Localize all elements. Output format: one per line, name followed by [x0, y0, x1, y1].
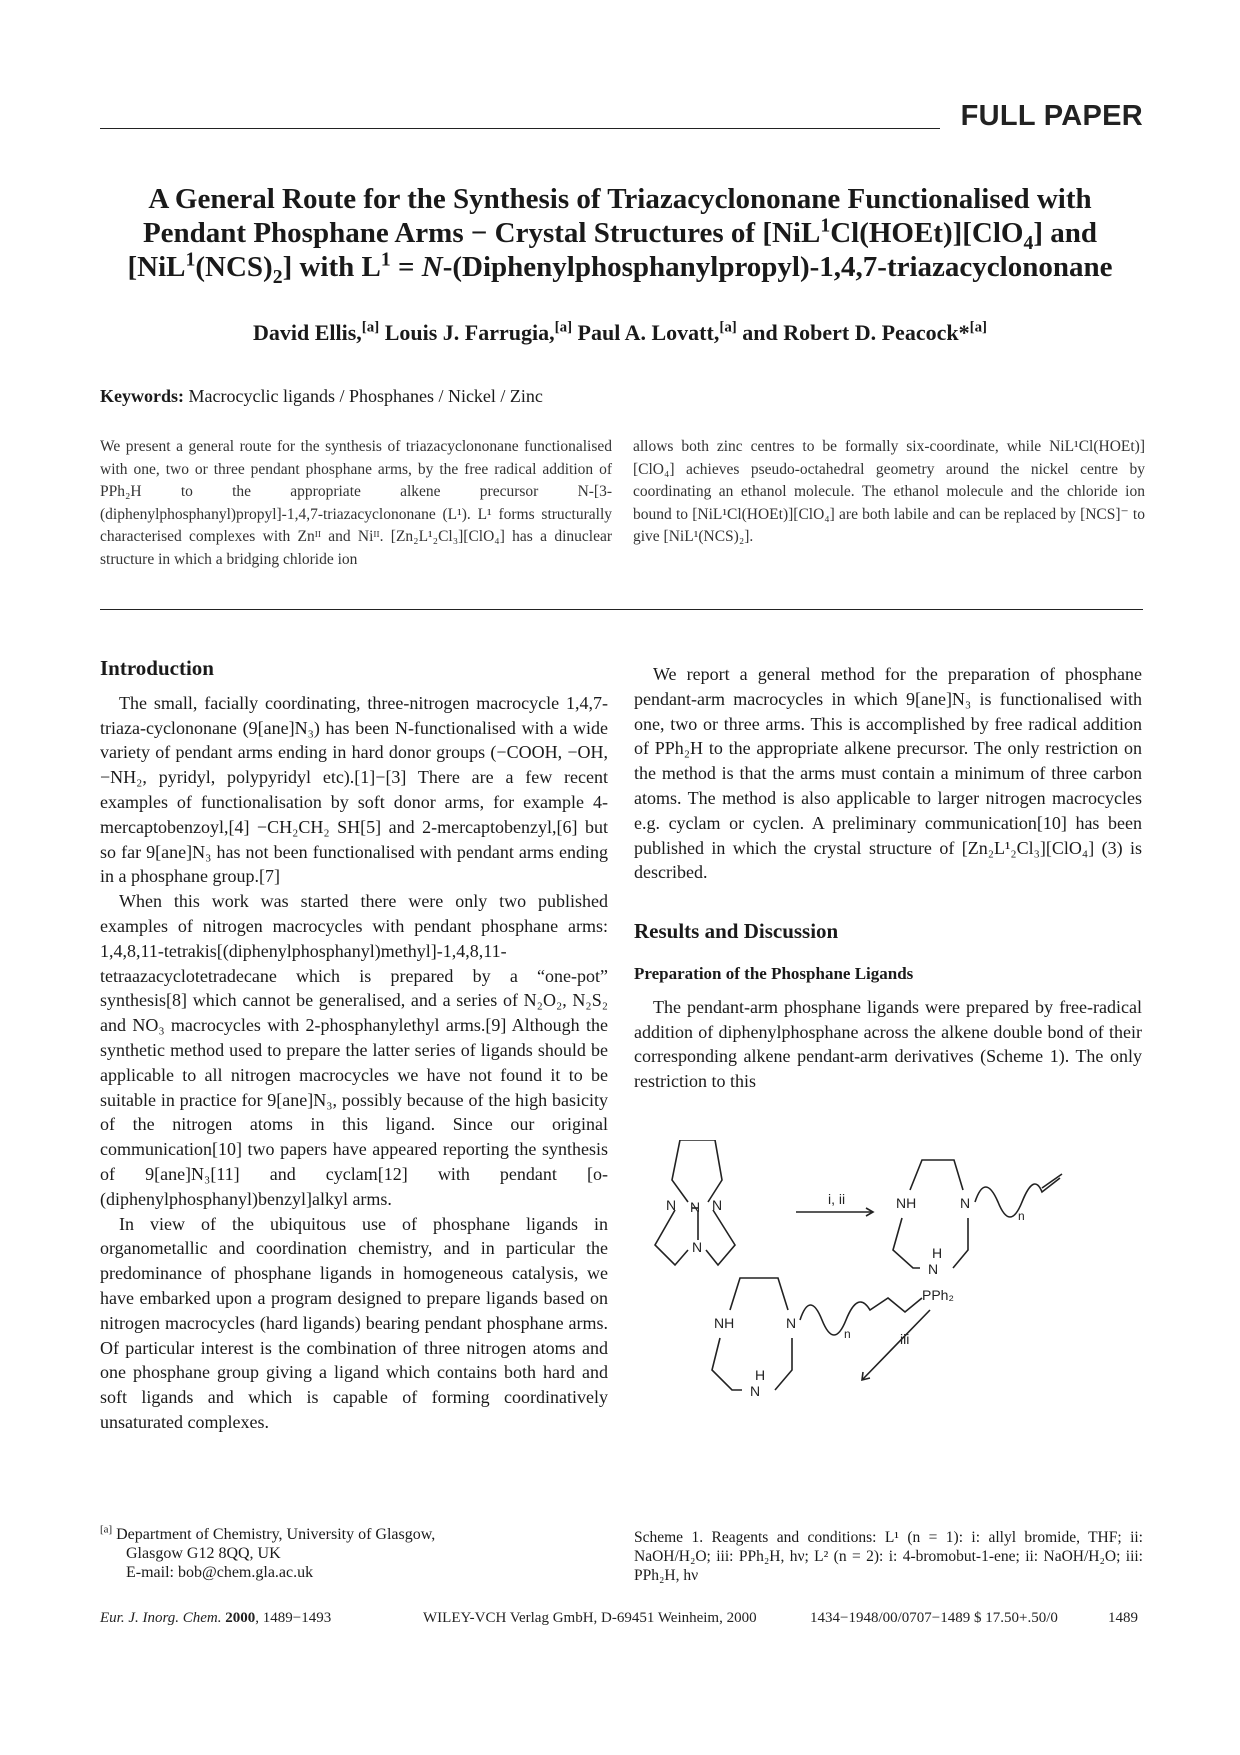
keywords — [100, 386, 543, 407]
right-column — [634, 662, 1142, 1094]
atom-label: NH — [896, 1195, 917, 1211]
page-number: 1489 — [1108, 1610, 1138, 1626]
email-line: E-mail: bob@chem.gla.ac.uk — [126, 1564, 314, 1581]
bond — [712, 1338, 742, 1390]
bond — [706, 1210, 735, 1265]
atom-label: N — [666, 1197, 677, 1213]
affiliation-footnote — [100, 1525, 435, 1582]
pendant-arm — [800, 1298, 922, 1335]
footnote-mark: [a] — [100, 1523, 113, 1536]
double-bond — [1042, 1174, 1062, 1188]
journal-year: 2000 — [225, 1610, 256, 1626]
journal-name: Eur. J. Inorg. Chem. — [100, 1610, 222, 1626]
abstract-right: allows both zinc centres to be formally six-coordinate, while NiL¹Cl(HOEt)][ClO₄] achieves pseudo-octahedral geometry around the nickel centre by coordinating an ethanol molecule. The ethanol molecule and the chloride ion bound to [NiL¹Cl(HOEt)][ClO₄] are both labile and can be replaced by [NCS]⁻ to give [NiL¹(NCS)₂]. — [633, 438, 1145, 545]
intro-paragraph-1: The small, facially coordinating, three-nitrogen macrocycle 1,4,7-triaza-cyclononane (9[ane]N₃) has been N-functionalised with a wide variety of pendant arms ending in hard donor groups (−COOH, −OH, −NH₂, pyridyl, polypyridyl etc).[1]−[3] There are a few recent examples of functionalisation by soft donor arms, for example 4-mercaptobenzoyl,[4] −CH₂CH₂ SH[5] and 2-mercaptobenzyl,[6] but so far 9[ane]N₃ has not been functionalised with pendant arms ending in a phosphane group.[7] — [100, 692, 608, 887]
citation — [100, 1610, 331, 1627]
issn-line: 1434−1948/00/0707−1489 $ 17.50+.50/0 — [810, 1610, 1058, 1626]
reaction-scheme — [630, 1140, 1150, 1530]
author: and Robert D. Peacock* — [742, 320, 970, 345]
abstract-left: We present a general route for the synthesis of triazacyclononane functionalised with one, two or three pendant phosphane arms, by the free radical addition of PPh₂H to the appropriate alkene precursor N-[3-(diphenylphosphanyl)propyl]-1,4,7-triazacyclononane (L¹). L¹ forms structurally characterised complexes with Znᴵᴵ and Niᴵᴵ. [Zn₂L¹₂Cl₃][ClO₄] has a dinuclear structure in which a bridging chloride ion — [100, 438, 612, 568]
scheme-1-figure — [630, 1140, 1150, 1530]
author: Louis J. Farrugia, — [384, 320, 555, 345]
prep-heading: Preparation of the Phosphane Ligands — [634, 963, 914, 983]
atom-label: N — [786, 1315, 797, 1331]
reagent-label: iii — [900, 1331, 910, 1347]
keywords-label: Keywords: — [100, 386, 184, 406]
section-label: FULL PAPER — [960, 100, 1143, 132]
bond — [672, 1140, 688, 1202]
bond — [910, 1160, 963, 1190]
results-heading: Results and Discussion — [634, 919, 839, 944]
header-rule — [100, 128, 940, 129]
atom-label: H — [755, 1367, 766, 1383]
atom-label: H — [932, 1245, 943, 1261]
title-line-2: Pendant Phosphane Arms − Crystal Structures of [NiL$^1$Cl(HOEt)][ClO$_4$] and — [142, 214, 1098, 254]
scheme-caption: Scheme 1. Reagents and conditions: L¹ (n = 1): i: allyl bromide, THF; ii: NaOH/H₂O; iii: PPh₂H, hν; L² (n = 2): i: 4-bromobut-1-ene; ii: NaOH/H₂O; iii: PPh₂H, hν — [634, 1529, 1143, 1584]
atom-label: N — [750, 1383, 761, 1399]
group-label: PPh₂ — [922, 1287, 954, 1303]
bond — [730, 1278, 788, 1310]
left-column — [100, 656, 608, 1435]
bond — [680, 1140, 722, 1202]
atom-label: N — [692, 1239, 703, 1255]
intro-paragraph-3: In view of the ubiquitous use of phosphane ligands in organometallic and coordination chemistry, and in particular the predominance of phosphane ligands in homogeneous catalysis, we have embarked upon a program designed to prepare ligands based on nitrogen macrocycles (hard ligands) bearing pendant phosphane arms. Of particular interest is the combination of three nitrogen atoms and one phosphane group giving a ligand which contains both hard and soft ligands and which is capable of forming coordinatively unsaturated complexes. — [100, 1213, 608, 1432]
journal-pages: , 1489−1493 — [255, 1610, 332, 1626]
affiliation-line: Department of Chemistry, University of Glasgow, — [116, 1526, 436, 1543]
bond — [655, 1210, 688, 1265]
atom-label: N — [690, 1199, 701, 1215]
author-list: David Ellis,[a] Louis J. Farrugia,[a] Paul A. Lovatt,[a] and Robert D. Peacock*[a] — [252, 319, 988, 345]
author: Paul A. Lovatt, — [577, 320, 720, 345]
bond — [953, 1218, 968, 1268]
abstract-rule — [100, 609, 1143, 610]
prep-paragraph-1: The pendant-arm phosphane ligands were prepared by free-radical addition of diphenylphosphane across the alkene double bond of their corresponding alkene pendant-arm derivatives (Scheme 1). The only restriction to this — [634, 996, 1142, 1092]
atom-label: N — [960, 1195, 971, 1211]
author: David Ellis, — [252, 320, 362, 345]
affiliation-line: Glasgow G12 8QQ, UK — [126, 1545, 281, 1562]
repeat-label: n — [1018, 1209, 1025, 1223]
bond — [775, 1338, 792, 1390]
intro-heading: Introduction — [100, 656, 214, 680]
title-line-1: A General Route for the Synthesis of Triazacyclononane Functionalised with — [148, 183, 1092, 215]
reagent-label: i, ii — [828, 1191, 846, 1207]
reaction-arrow-2 — [862, 1310, 930, 1380]
article-title — [90, 182, 1150, 288]
repeat-label: n — [844, 1327, 851, 1341]
bond — [893, 1218, 920, 1268]
right-paragraph-1: We report a general method for the preparation of phosphane pendant-arm macrocycles in which 9[ane]N₃ is functionalised with one, two or three arms. This is accomplished by free radical addition of PPh₂H to the appropriate alkene precursor. The only restriction on the method is that the arms must contain a minimum of three carbon atoms. The method is also applicable to larger nitrogen macrocycles e.g. cyclam or cyclen. A preliminary communication[10] has been published in which the crystal structure of [Zn₂L¹₂Cl₃][ClO₄] (3) is described. — [634, 664, 1142, 883]
atom-label: N — [928, 1261, 939, 1277]
publisher-line: WILEY-VCH Verlag GmbH, D-69451 Weinheim, 2000 — [423, 1610, 757, 1626]
intro-paragraph-2: When this work was started there were only two published examples of nitrogen macrocycles with pendant phosphane arms: 1,4,8,11-tetrakis[(diphenylphosphanyl)methyl]-1,4,8,11-tetraazacyclotetradecane which is prepared by a “one-pot” synthesis[8] which cannot be generalised, and a series of N₂O₂, N₂S₂ and NO₃ macrocycles with 2-phosphanylethyl arms.[9] Although the synthetic method used to prepare the latter series of ligands should be applicable to all nitrogen macrocycles we have not found it to be suitable in practice for 9[ane]N₃, possibly because of the high basicity of the nitrogen atoms in this ligand. Since our original communication[10] two papers have appeared reporting the synthesis of 9[ane]N₃[11] and cyclam[12] with pendant [o-(diphenylphosphanyl)benzyl]alkyl arms. — [100, 891, 608, 1209]
atom-label: N — [712, 1197, 723, 1213]
atom-label: NH — [714, 1315, 735, 1331]
title-line-3: $[NiL^1(NCS)_2]$ with $L^1$ = N-(Diphenylphosphanylpropyl)-1,4,7-triazacyclononane — [127, 248, 1113, 288]
keywords-text: Macrocyclic ligands / Phosphanes / Nickel / Zinc — [188, 386, 543, 406]
